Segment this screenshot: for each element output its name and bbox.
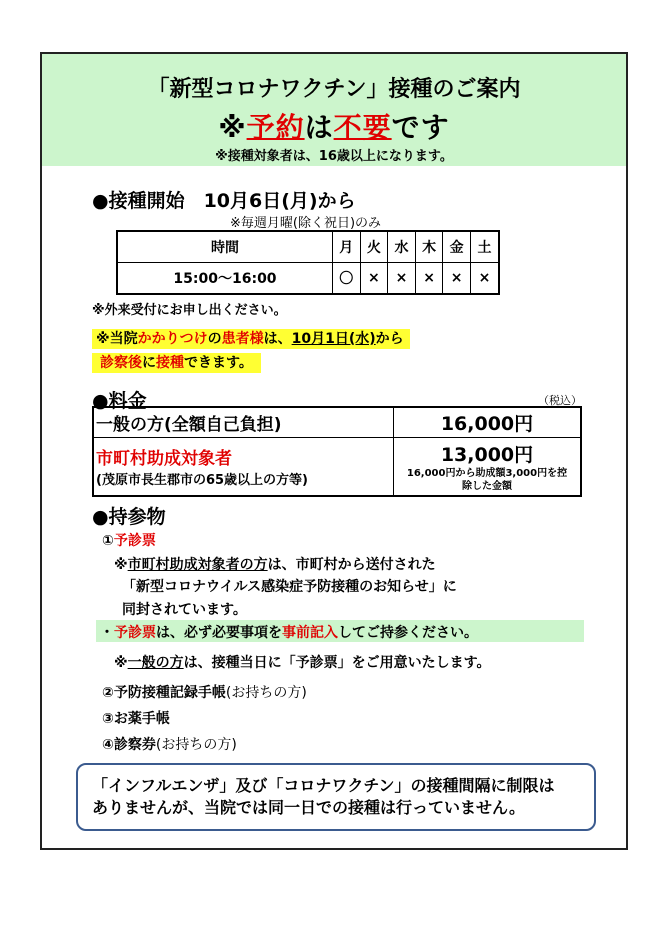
tax-note: （税込） — [538, 394, 582, 407]
interval-note-box — [76, 763, 596, 831]
subsidy-note-2: 除した金額 — [462, 481, 512, 492]
item-1-label: 予診票 — [113, 533, 156, 549]
subsidy-sub: (茂原市長生郡市の65歳以上の方等) — [96, 473, 308, 488]
p6: 10月1日(水) — [291, 331, 376, 347]
subsidy-note-1: 16,000円から助成額3,000円を控 — [406, 468, 568, 479]
mark-sat: × — [470, 263, 499, 295]
notice-red-2: 不要 — [333, 111, 392, 144]
mark-wed: × — [388, 263, 416, 295]
eligibility-note: ※接種対象者は、16歳以上になります。 — [215, 149, 453, 164]
notice-mid: は — [304, 111, 334, 144]
l2a: 診察後 — [100, 355, 142, 371]
general-note — [114, 652, 491, 672]
subsidy-label: 市町村助成対象者 — [96, 449, 232, 469]
reception-note: ※外来受付にお申し出ください。 — [92, 303, 287, 318]
item-1-note-line2: 「新型コロナウイルス感染症予防接種のお知らせ」に — [122, 579, 457, 595]
item-2-sub: (お持ちの方) — [225, 685, 307, 701]
day-wed: 水 — [388, 231, 416, 263]
notice-prefix: ※ — [218, 111, 247, 144]
bar-e: してご持参ください。 — [338, 625, 478, 641]
p1: ※当院 — [96, 331, 138, 347]
day-mon: 月 — [333, 231, 361, 263]
item-1 — [102, 530, 156, 550]
p7: から — [375, 331, 404, 347]
item-4 — [102, 734, 237, 754]
item-2 — [102, 682, 307, 702]
bar-b: 予診票 — [114, 625, 156, 641]
item-1-note-line1 — [114, 554, 436, 574]
i1-note-b: 市町村助成対象者の方 — [127, 557, 268, 573]
p4: 患者様 — [221, 331, 264, 347]
bar-d: 事前記入 — [282, 625, 338, 641]
fees-heading: ●料金 — [92, 390, 147, 412]
schedule-note: ※毎週月曜(除く祝日)のみ — [230, 216, 382, 231]
l2c: 接種 — [156, 355, 184, 371]
patient-note-line1 — [92, 328, 410, 348]
day-fri: 金 — [443, 231, 471, 263]
document-frame — [40, 52, 628, 850]
header-band — [42, 54, 626, 166]
items-heading: ●持参物 — [92, 506, 166, 528]
item-1-num: ① — [102, 533, 114, 549]
prefill-note — [100, 622, 478, 642]
p2: かかりつけ — [137, 331, 208, 347]
p5: は、 — [263, 331, 292, 347]
time-header: 時間 — [117, 231, 333, 263]
item-3: ③お薬手帳 — [102, 711, 170, 727]
notice-suffix: です — [391, 111, 450, 144]
day-tue: 火 — [360, 231, 388, 263]
item-4-sub: (お持ちの方) — [155, 737, 237, 753]
l2b: に — [142, 355, 156, 371]
fee-table — [92, 406, 582, 497]
interval-note-line2: ありませんが、当院では同一日での接種は行っていません。 — [92, 798, 525, 817]
gen-a: ※ — [114, 655, 128, 671]
bar-c: は、必ず必要事項を — [156, 625, 282, 641]
notice-red-1: 予約 — [246, 111, 305, 144]
i1-note-a: ※ — [114, 557, 128, 573]
mark-fri: × — [443, 263, 471, 295]
general-price: 16,000円 — [394, 407, 582, 438]
schedule-table — [116, 230, 500, 295]
mark-tue: × — [360, 263, 388, 295]
mark-thu: × — [415, 263, 443, 295]
day-thu: 木 — [415, 231, 443, 263]
bar-a: ・ — [100, 625, 114, 641]
item-1-note-line3: 同封されています。 — [122, 602, 247, 618]
gen-c: は、接種当日に「予診票」をご用意いたします。 — [183, 655, 491, 671]
item-4-label: ④診察券 — [102, 737, 156, 753]
item-2-label: ②予防接種記録手帳 — [102, 685, 226, 701]
page-title: 「新型コロナワクチン」接種のご案内 — [147, 77, 521, 102]
subsidy-price: 13,000円 — [440, 444, 534, 466]
schedule-heading: ●接種開始 10月6日(月)から — [92, 190, 356, 212]
l2d: できます。 — [184, 355, 253, 371]
patient-note-line2 — [92, 352, 261, 372]
p3: の — [207, 331, 222, 347]
subsidy-price-cell — [394, 438, 582, 496]
gen-b: 一般の方 — [127, 655, 184, 671]
time-value: 15:00〜16:00 — [117, 263, 333, 295]
general-label: 一般の方(全額自己負担) — [93, 407, 394, 438]
interval-note-line1: 「インフルエンザ」及び「コロナワクチン」の接種間隔に制限は — [92, 776, 555, 795]
subsidy-cell — [93, 438, 394, 496]
reservation-notice — [42, 106, 626, 146]
i1-note-c: は、市町村から送付された — [267, 557, 436, 573]
day-sat: 土 — [470, 231, 499, 263]
mark-mon: 〇 — [333, 263, 361, 295]
